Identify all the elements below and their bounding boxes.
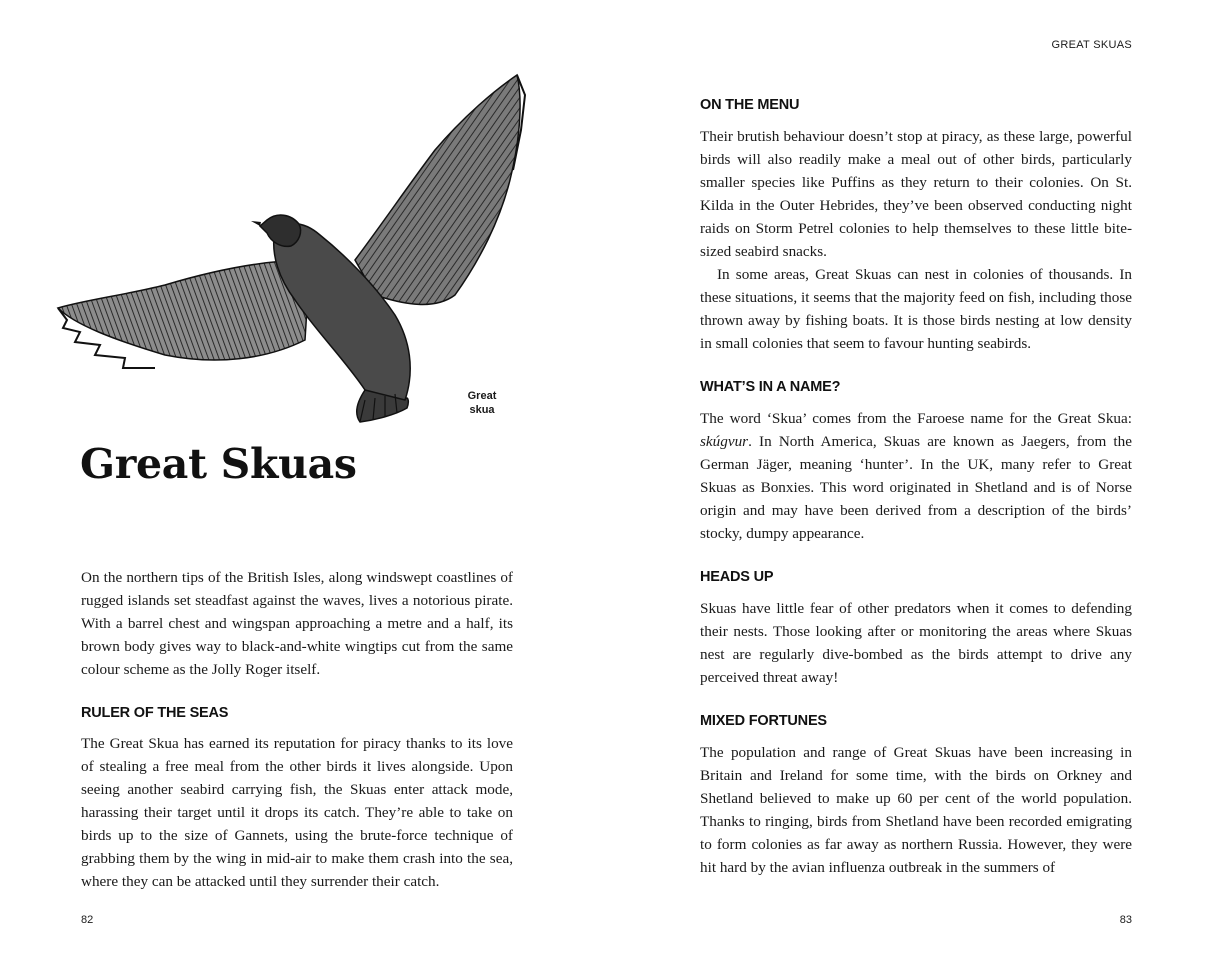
intro-paragraph: On the northern tips of the British Isles, along windswept coastlines of rugged islands set steadfast against the waves, lives a notorious pirate. With a barrel chest and wingspan approaching a metre and a half, its brown body gives way to black-and-white wingtips cut from the same colour scheme as the Jolly Roger itself. bbox=[81, 569, 513, 678]
left-text-column bbox=[81, 566, 513, 893]
section-paragraph: In some areas, Great Skuas can nest in colonies of thousands. In these situations, it seems that the majority feed on fish, including those thrown away by fishing boats. It is those birds nesting at low density in small colonies that seem to favour hunting seabirds. bbox=[700, 266, 1132, 352]
section-heading: RULER OF THE SEAS bbox=[81, 705, 229, 721]
page-number: 83 bbox=[1119, 914, 1132, 926]
illustration-caption bbox=[462, 389, 502, 417]
great-skua-illustration bbox=[55, 70, 530, 430]
section-paragraph bbox=[700, 407, 1132, 545]
caption-line-1: Great bbox=[467, 390, 497, 402]
right-text-column bbox=[700, 94, 1132, 879]
paragraph-text: . In North America, Skuas are known as Jaegers, from the German Jäger, meaning ‘hunter’. In the UK, many refer to Great Skuas as Bonxies. This word originated in Shetland and is of Norse origin and may have been derived from a description of the birds’ stocky, dumpy appearance. bbox=[700, 433, 1132, 542]
section-paragraph: Skuas have little fear of other predators when it comes to defending their nests. Those looking after or monitoring the areas where Skuas nest are regularly dive-bombed as the birds attempt to drive any perceived threat away! bbox=[700, 600, 1132, 686]
chapter-title: Great Skuas bbox=[80, 440, 357, 488]
section-heading: HEADS UP bbox=[700, 569, 774, 585]
page-number: 82 bbox=[81, 914, 94, 926]
section-heading: MIXED FORTUNES bbox=[700, 713, 827, 729]
section-paragraph: The population and range of Great Skuas have been increasing in Britain and Ireland for some time, with the birds on Orkney and Shetland believed to make up 60 per cent of the world population. Thanks to ringing, birds from Shetland have been recorded emigrating to form colonies as far away as northern Russia. However, they were hit hard by the avian influenza outbreak in the summers of bbox=[700, 744, 1132, 876]
section-paragraph: The Great Skua has earned its reputation for piracy thanks to its love of stealing a free meal from the other birds it lives alongside. Upon seeing another seabird carrying fish, the Skuas enter attack mode, harassing their target until it drops its catch. They’re able to take on birds up to the size of Gannets, using the brute-force technique of grabbing them by the wing in mid-air to make them crash into the sea, where they can be attacked until they surrender their catch. bbox=[81, 735, 513, 890]
section-heading: WHAT’S IN A NAME? bbox=[700, 379, 841, 395]
paragraph-text: The word ‘Skua’ comes from the Faroese name for the Great Skua: bbox=[700, 410, 1132, 427]
left-page bbox=[0, 0, 606, 975]
section-heading: ON THE MENU bbox=[700, 97, 800, 113]
right-page bbox=[606, 0, 1213, 975]
faroese-word: skúgvur bbox=[700, 433, 749, 450]
caption-line-2: skua bbox=[469, 404, 495, 416]
section-paragraph: Their brutish behaviour doesn’t stop at piracy, as these large, powerful birds will also readily make a meal out of other birds, particularly smaller species like Puffins as they return to their colonies. On St. Kilda in the Outer Hebrides, they’ve been observed conducting night raids on Storm Petrel colonies to help themselves to these little bite-sized seabird snacks. bbox=[700, 128, 1132, 260]
running-head: GREAT SKUAS bbox=[1051, 39, 1132, 51]
